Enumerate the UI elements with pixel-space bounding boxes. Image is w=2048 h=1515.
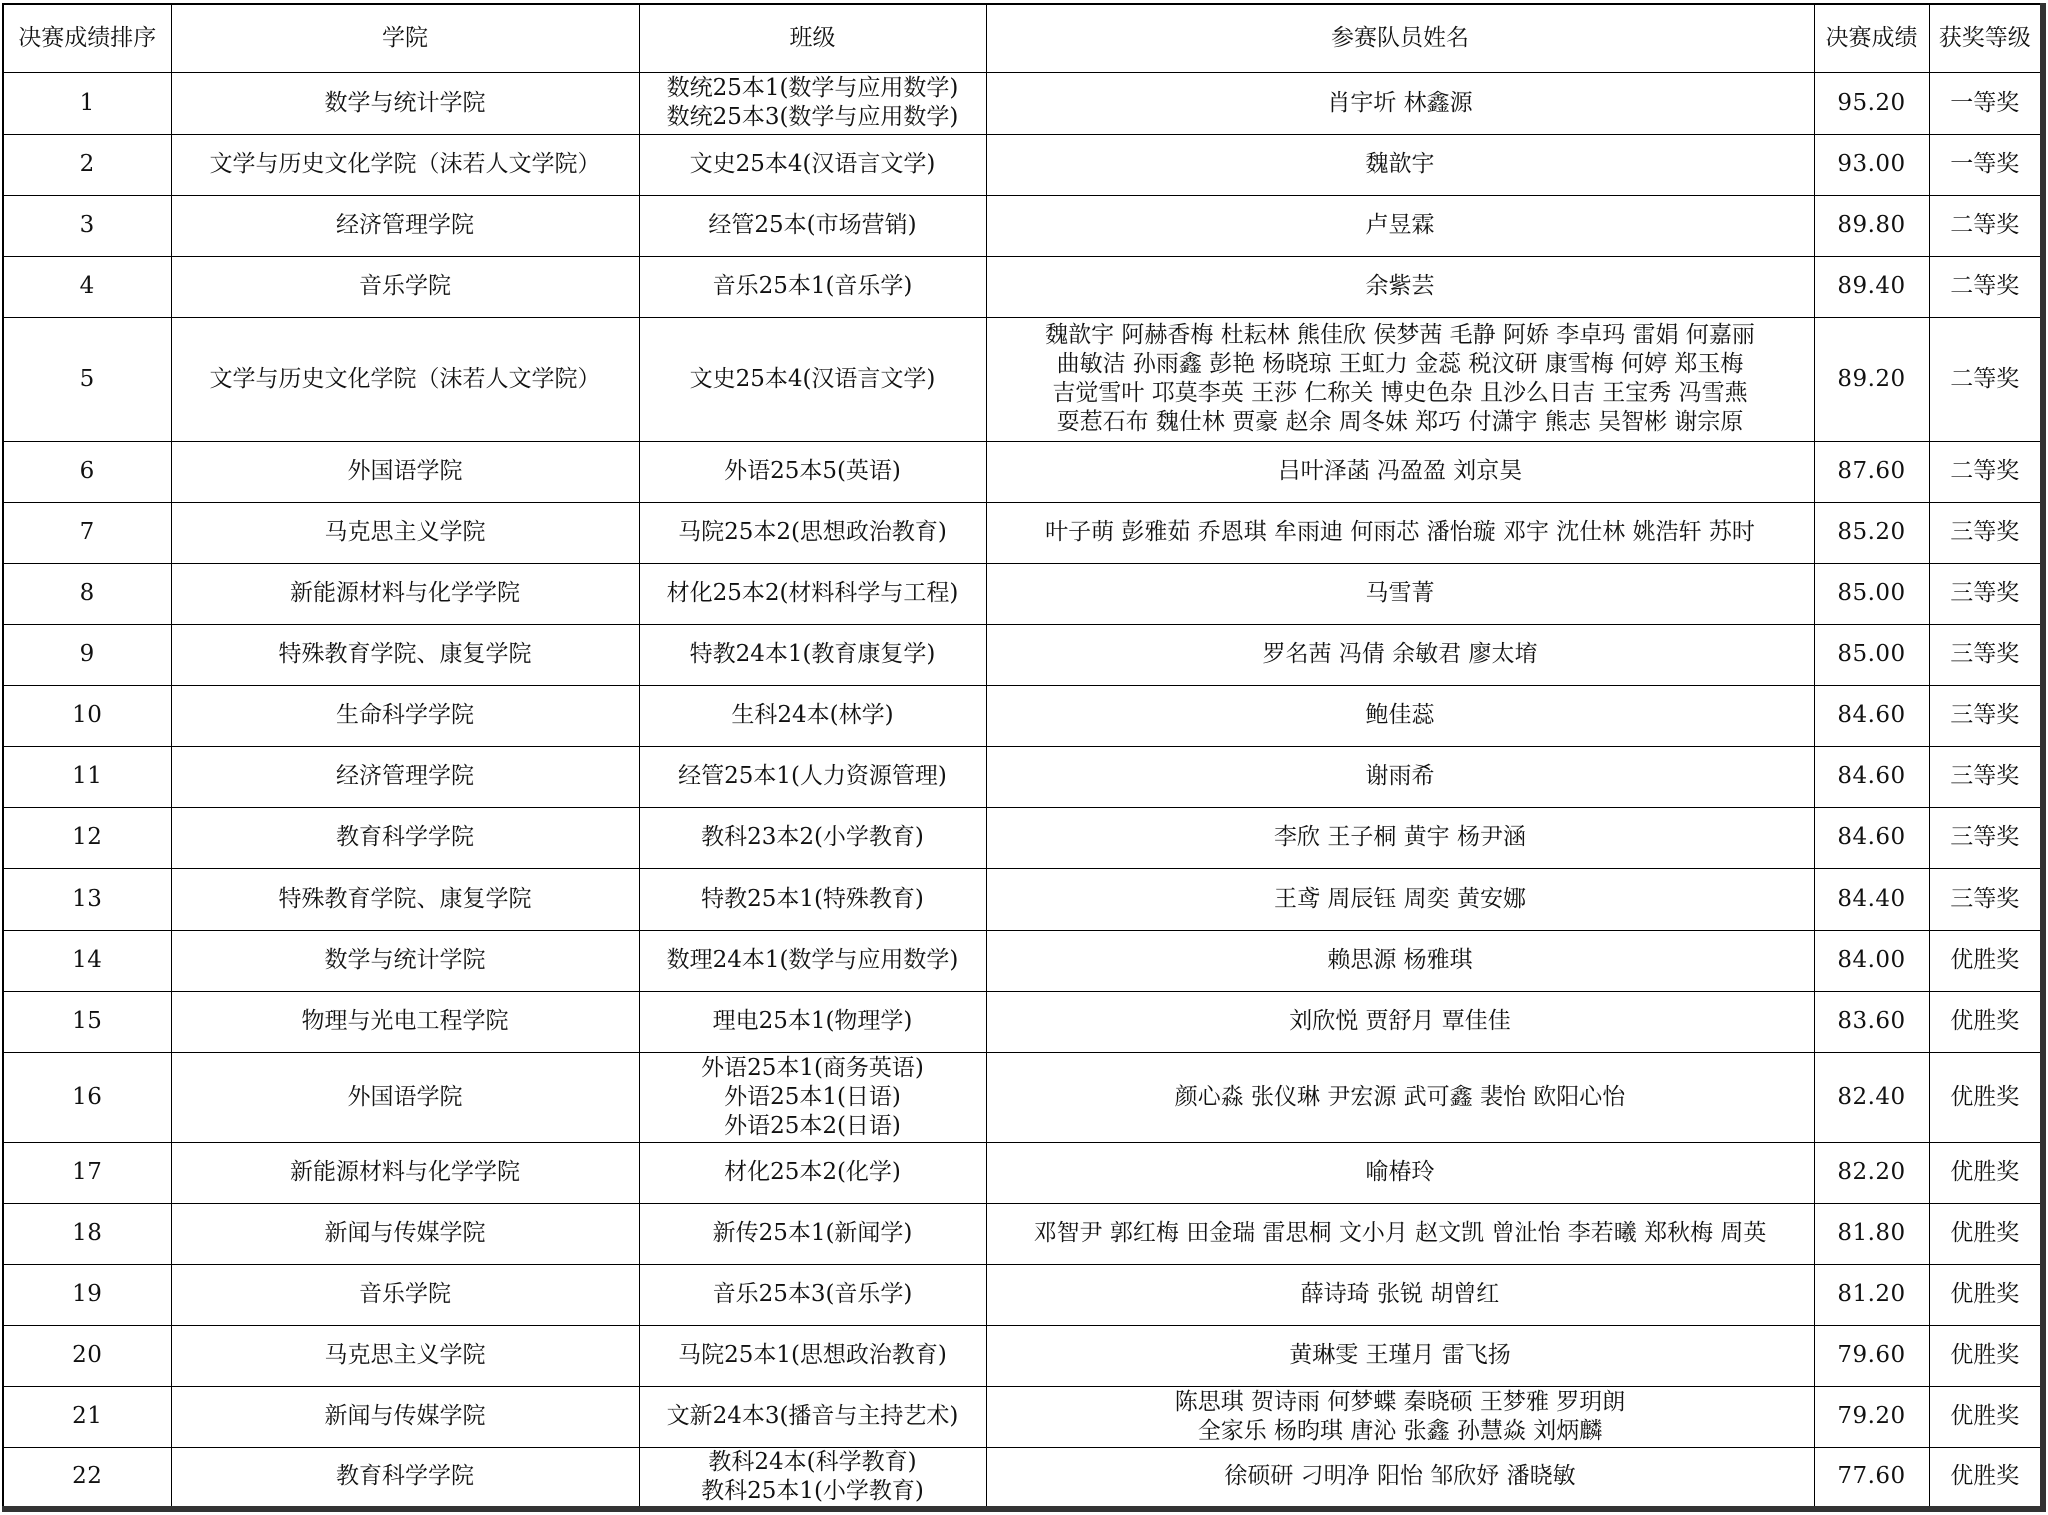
members-cell-line: 邓智尹 郭红梅 田金瑞 雷思桐 文小月 赵文凯 曾沚怡 李若曦 郑秋梅 周英 [1033,1220,1767,1247]
score-cell: 84.60 [1814,746,1929,807]
members-cell [986,317,1814,441]
table-row [3,1264,2043,1325]
rank-cell: 6 [3,441,171,502]
header-class: 班级 [639,4,986,72]
rank-cell: 1 [3,72,171,134]
table-row [3,930,2043,991]
members-cell [986,1264,1814,1325]
members-cell [986,868,1814,930]
award-cell: 二等奖 [1929,317,2043,441]
members-cell-line: 喻椿玲 [1365,1159,1435,1186]
table-row [3,746,2043,807]
members-cell-line: 耍惹石布 魏仕林 贾豪 赵余 周冬妹 郑巧 付潇宇 熊志 吴智彬 谢宗原 [1056,409,1744,436]
members-cell-line: 吉觉雪叶 邛莫李英 王莎 仁称关 博史色杂 且沙么日吉 王宝秀 冯雪燕 [1052,380,1748,407]
rank-cell: 7 [3,502,171,563]
score-cell: 84.00 [1814,930,1929,991]
college-cell: 物理与光电工程学院 [171,991,639,1052]
members-cell [986,685,1814,746]
table-row [3,563,2043,624]
score-cell: 85.00 [1814,563,1929,624]
college-cell: 生命科学学院 [171,685,639,746]
college-cell: 外国语学院 [171,1052,639,1142]
members-cell-line: 曲敏洁 孙雨鑫 彭艳 杨晓琼 王虹力 金蕊 税汶研 康雪梅 何婷 郑玉梅 [1056,351,1744,378]
award-cell: 三等奖 [1929,868,2043,930]
class-cell-line: 数统25本1(数学与应用数学) [666,75,959,101]
members-cell-line: 罗名茜 冯倩 余敏君 廖太堉 [1262,641,1538,668]
score-cell: 89.80 [1814,195,1929,256]
rank-cell: 14 [3,930,171,991]
rank-cell: 16 [3,1052,171,1142]
college-cell: 音乐学院 [171,1264,639,1325]
table-row [3,441,2043,502]
score-cell: 79.60 [1814,1325,1929,1386]
members-cell [986,746,1814,807]
score-cell: 84.40 [1814,868,1929,930]
members-cell-line: 赖思源 杨雅琪 [1327,947,1473,974]
members-cell-line: 王鸢 周辰钰 周奕 黄安娜 [1274,885,1526,912]
college-cell: 文学与历史文化学院（沫若人文学院） [171,317,639,441]
header-rank: 决赛成绩排序 [3,4,171,72]
members-cell-line: 吕叶泽菡 冯盈盈 刘京昊 [1277,458,1523,485]
award-cell: 三等奖 [1929,502,2043,563]
award-cell: 优胜奖 [1929,930,2043,991]
members-cell [986,441,1814,502]
class-cell-line: 材化25本2(化学) [724,1159,901,1186]
college-cell: 数学与统计学院 [171,930,639,991]
college-cell: 教育科学学院 [171,807,639,868]
header-members: 参赛队员姓名 [986,4,1814,72]
college-cell: 外国语学院 [171,441,639,502]
college-cell: 马克思主义学院 [171,502,639,563]
class-cell-line: 音乐25本1(音乐学) [712,273,913,300]
table-row [3,134,2043,195]
members-cell [986,1203,1814,1264]
table-row [3,1447,2043,1509]
class-cell-line: 外语25本1(商务英语) [701,1054,924,1081]
class-cell-line: 教科23本2(小学教育) [701,824,924,851]
award-cell: 二等奖 [1929,441,2043,502]
table-row [3,195,2043,256]
score-cell: 82.20 [1814,1142,1929,1203]
class-cell [639,134,986,195]
rank-cell: 17 [3,1142,171,1203]
award-cell: 二等奖 [1929,256,2043,317]
class-cell-line: 新传25本1(新闻学) [712,1220,913,1247]
members-cell [986,624,1814,685]
class-cell-line: 特教24本1(教育康复学) [689,641,936,668]
class-cell [639,930,986,991]
members-cell [986,991,1814,1052]
rank-cell: 15 [3,991,171,1052]
class-cell-line: 马院25本2(思想政治教育) [678,519,947,546]
award-cell: 优胜奖 [1929,1264,2043,1325]
rank-cell: 4 [3,256,171,317]
class-cell [639,868,986,930]
class-cell-line: 理电25本1(物理学) [712,1008,913,1035]
table-row [3,624,2043,685]
college-cell: 经济管理学院 [171,746,639,807]
class-cell [639,317,986,441]
members-cell-line: 叶子萌 彭雅茹 乔恩琪 牟雨迪 何雨芯 潘怡璇 邓宇 沈仕林 姚浩轩 苏时 [1045,519,1755,546]
score-cell: 87.60 [1814,441,1929,502]
award-cell: 优胜奖 [1929,1447,2043,1509]
members-cell-line: 薛诗琦 张锐 胡曾红 [1300,1281,1500,1308]
class-cell [639,746,986,807]
college-cell: 特殊教育学院、康复学院 [171,868,639,930]
class-cell [639,1142,986,1203]
members-cell-line: 魏歆宇 阿赫香梅 杜耘林 熊佳欣 侯梦茜 毛静 阿娇 李卓玛 雷娟 何嘉丽 [1045,322,1755,349]
score-cell: 84.60 [1814,685,1929,746]
members-cell-line: 肖宇圻 林鑫源 [1327,89,1473,116]
members-cell-line: 李欣 王子桐 黄宇 杨尹涵 [1274,824,1526,851]
table-row [3,1325,2043,1386]
college-cell: 新闻与传媒学院 [171,1386,639,1447]
rank-cell: 11 [3,746,171,807]
rank-cell: 21 [3,1386,171,1447]
rank-cell: 3 [3,195,171,256]
class-cell-line: 教科25本1(小学教育) [701,1477,924,1504]
table-row [3,1142,2043,1203]
award-cell: 优胜奖 [1929,1203,2043,1264]
class-cell-line: 特教25本1(特殊教育) [701,885,924,912]
score-cell: 93.00 [1814,134,1929,195]
award-cell: 三等奖 [1929,807,2043,868]
class-cell [639,1386,986,1447]
rank-cell: 2 [3,134,171,195]
award-cell: 优胜奖 [1929,1386,2043,1447]
score-cell: 95.20 [1814,72,1929,134]
class-cell-line: 生科24本(林学) [731,702,894,729]
rank-cell: 13 [3,868,171,930]
rank-cell: 22 [3,1447,171,1509]
score-cell: 85.20 [1814,502,1929,563]
members-cell [986,256,1814,317]
score-cell: 81.80 [1814,1203,1929,1264]
class-cell [639,807,986,868]
class-cell-line: 经管25本1(人力资源管理) [678,763,947,790]
class-cell [639,256,986,317]
rank-cell: 5 [3,317,171,441]
class-cell-line: 外语25本1(日语) [724,1083,901,1110]
class-cell-line: 数统25本3(数学与应用数学) [666,104,959,130]
college-cell: 新闻与传媒学院 [171,1203,639,1264]
class-cell-line: 经管25本(市场营销) [708,212,917,239]
members-cell-line: 黄琳雯 王瑾月 雷飞扬 [1289,1342,1511,1369]
class-cell-line: 数理24本1(数学与应用数学) [666,947,959,974]
members-cell-line: 卢昱霖 [1365,212,1435,239]
college-cell: 马克思主义学院 [171,1325,639,1386]
members-cell-line: 魏歆宇 [1365,151,1435,178]
table-row [3,502,2043,563]
class-cell [639,1264,986,1325]
class-cell-line: 文史25本4(汉语言文学) [689,365,936,392]
table-row [3,807,2043,868]
class-cell [639,624,986,685]
class-cell [639,1052,986,1142]
award-cell: 一等奖 [1929,134,2043,195]
college-cell: 数学与统计学院 [171,72,639,134]
members-cell-line: 鲍佳蕊 [1365,702,1435,729]
members-cell [986,563,1814,624]
table-row [3,1052,2043,1142]
table-row [3,1203,2043,1264]
college-cell: 经济管理学院 [171,195,639,256]
score-cell: 77.60 [1814,1447,1929,1509]
college-cell: 音乐学院 [171,256,639,317]
header-row [3,4,2043,72]
members-cell [986,72,1814,134]
score-cell: 89.40 [1814,256,1929,317]
college-cell: 特殊教育学院、康复学院 [171,624,639,685]
award-cell: 优胜奖 [1929,1142,2043,1203]
members-cell-line: 刘欣悦 贾舒月 覃佳佳 [1289,1008,1511,1035]
class-cell [639,1325,986,1386]
header-award: 获奖等级 [1929,4,2043,72]
rank-cell: 19 [3,1264,171,1325]
award-cell: 优胜奖 [1929,1325,2043,1386]
rank-cell: 8 [3,563,171,624]
college-cell: 新能源材料与化学学院 [171,563,639,624]
score-cell: 85.00 [1814,624,1929,685]
rank-cell: 9 [3,624,171,685]
members-cell-line: 徐硕研 刁明净 阳怡 邹欣妤 潘晓敏 [1224,1463,1576,1490]
class-cell-line: 音乐25本3(音乐学) [712,1281,913,1308]
award-cell: 三等奖 [1929,685,2043,746]
college-cell: 教育科学学院 [171,1447,639,1509]
table-row [3,317,2043,441]
award-cell: 一等奖 [1929,72,2043,134]
members-cell [986,134,1814,195]
table-row [3,991,2043,1052]
members-cell [986,1447,1814,1509]
college-cell: 文学与历史文化学院（沫若人文学院） [171,134,639,195]
rank-cell: 12 [3,807,171,868]
score-cell: 83.60 [1814,991,1929,1052]
members-cell [986,1142,1814,1203]
header-score: 决赛成绩 [1814,4,1929,72]
class-cell [639,502,986,563]
score-cell: 82.40 [1814,1052,1929,1142]
award-cell: 二等奖 [1929,195,2043,256]
table-row [3,868,2043,930]
college-cell: 新能源材料与化学学院 [171,1142,639,1203]
class-cell-line: 文史25本4(汉语言文学) [689,151,936,178]
score-cell: 81.20 [1814,1264,1929,1325]
award-cell: 三等奖 [1929,746,2043,807]
table-row [3,256,2043,317]
class-cell-line: 外语25本5(英语) [724,458,901,485]
results-table [2,3,2046,1512]
class-cell [639,685,986,746]
members-cell [986,1325,1814,1386]
rank-cell: 10 [3,685,171,746]
award-cell: 优胜奖 [1929,991,2043,1052]
score-cell: 79.20 [1814,1386,1929,1447]
award-cell: 三等奖 [1929,624,2043,685]
members-cell [986,502,1814,563]
class-cell [639,195,986,256]
members-cell-line: 全家乐 杨昀琪 唐沁 张鑫 孙慧焱 刘炳麟 [1197,1417,1603,1444]
members-cell-line: 颜心淼 张仪琳 尹宏源 武可鑫 裴怡 欧阳心怡 [1174,1083,1626,1110]
members-cell [986,1052,1814,1142]
class-cell [639,1203,986,1264]
table-row [3,685,2043,746]
class-cell-line: 马院25本1(思想政治教育) [678,1342,947,1369]
award-cell: 三等奖 [1929,563,2043,624]
class-cell [639,991,986,1052]
members-cell-line: 谢雨希 [1365,763,1435,790]
results-body [3,72,2043,1509]
members-cell [986,1386,1814,1447]
class-cell [639,72,986,134]
header-college: 学院 [171,4,639,72]
members-cell-line: 陈思琪 贺诗雨 何梦蝶 秦晓硕 王梦雅 罗玥朗 [1174,1388,1626,1415]
table-row [3,1386,2043,1447]
score-cell: 84.60 [1814,807,1929,868]
class-cell [639,563,986,624]
members-cell-line: 余紫芸 [1365,273,1435,300]
class-cell-line: 外语25本2(日语) [724,1112,901,1139]
class-cell-line: 材化25本2(材料科学与工程) [666,580,959,607]
class-cell-line: 教科24本(科学教育) [708,1448,917,1475]
members-cell [986,195,1814,256]
score-cell: 89.20 [1814,317,1929,441]
rank-cell: 18 [3,1203,171,1264]
table-row [3,72,2043,134]
members-cell-line: 马雪菁 [1365,580,1435,607]
members-cell [986,930,1814,991]
award-cell: 优胜奖 [1929,1052,2043,1142]
rank-cell: 20 [3,1325,171,1386]
class-cell [639,441,986,502]
members-cell [986,807,1814,868]
class-cell [639,1447,986,1509]
class-cell-line: 文新24本3(播音与主持艺术) [666,1403,959,1430]
